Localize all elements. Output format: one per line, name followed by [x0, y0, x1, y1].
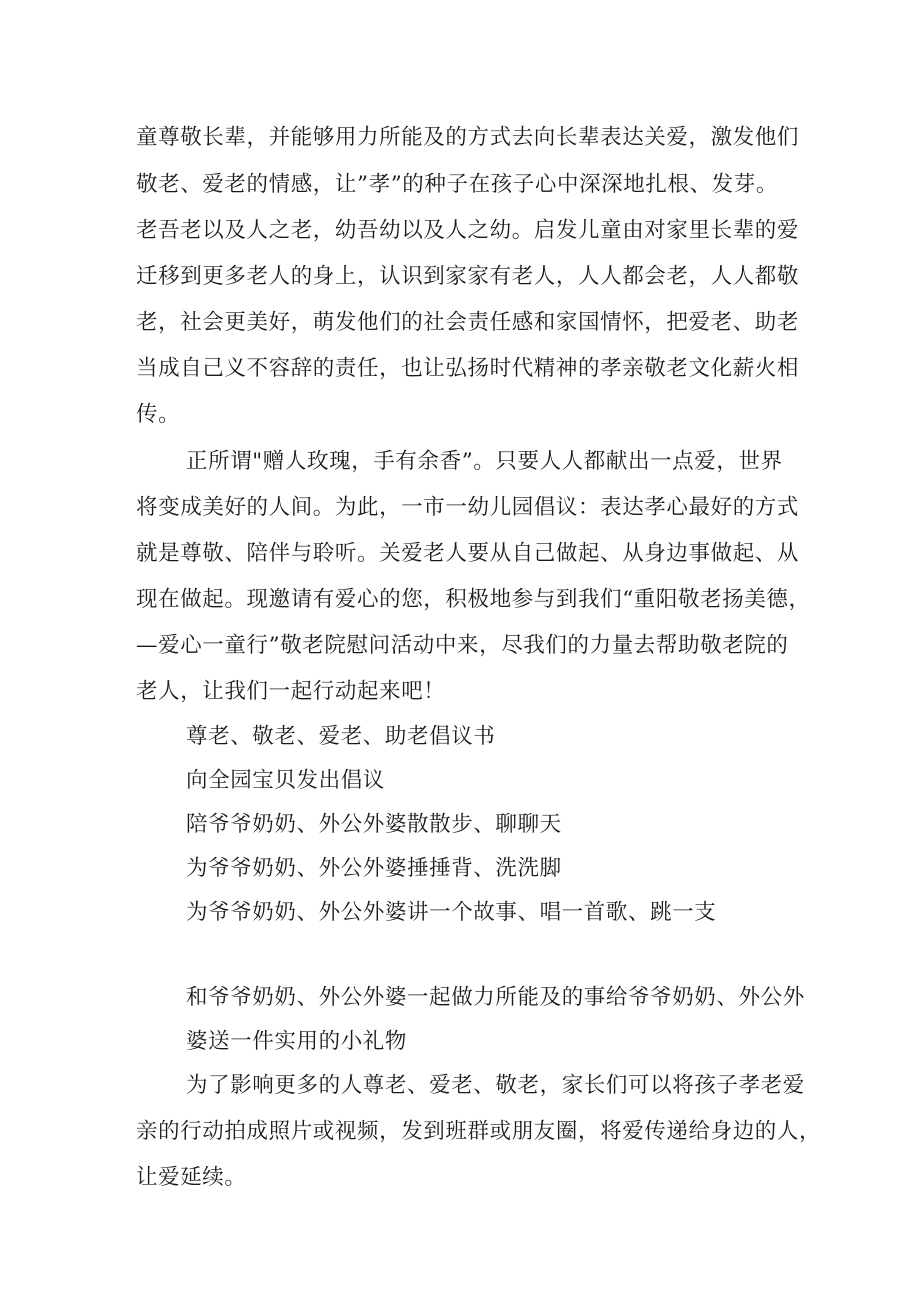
paragraph-line: 婆送一件实用的小礼物	[186, 1029, 408, 1054]
list-item: 尊老、敬老、爱老、助老倡议书	[186, 724, 496, 749]
paragraph-line: 让爱延续。	[136, 1165, 247, 1190]
paragraph-line: 现在做起。现邀请有爱心的您，积极地参与到我们“重阳敬老扬美德，	[136, 587, 811, 612]
paragraph-line: 传。	[136, 402, 181, 427]
list-item: 陪爷爷奶奶、外公外婆散散步、聊聊天	[186, 812, 562, 837]
list-item: 向全园宝贝发出倡议	[186, 768, 385, 793]
paragraph-line: 老吾老以及人之老，幼吾幼以及人之幼。启发儿童由对家里长辈的爱	[136, 218, 800, 243]
paragraph-line: 为了影响更多的人尊老、爱老、敬老，家长们可以将孩子孝老爱	[186, 1073, 805, 1098]
paragraph-line: 亲的行动拍成照片或视频，发到班群或朋友圈，将爱传递给身边的人，	[136, 1119, 822, 1144]
paragraph-line: 童尊敬长辈，并能够用力所能及的方式去向长辈表达关爱，激发他们	[136, 125, 800, 150]
paragraph-line: 老，社会更美好，萌发他们的社会责任感和家国情怀，把爱老、助老	[136, 310, 800, 335]
paragraph-line: 和爷爷奶奶、外公外婆一起做力所能及的事给爷爷奶奶、外公外	[186, 985, 805, 1010]
paragraph-line: 就是尊敬、陪伴与聆听。关爱老人要从自己做起、从身边事做起、从	[136, 541, 800, 566]
paragraph-line: 正所谓"赠人玫瑰，手有余香”。只要人人都献出一点爱，世界	[186, 449, 783, 474]
paragraph-line: —爱心一童行”敬老院慰问活动中来，尽我们的力量去帮助敬老院的	[136, 633, 789, 658]
paragraph-line: 当成自己义不容辞的责任，也让弘扬时代精神的孝亲敬老文化薪火相	[136, 356, 800, 381]
paragraph-line: 敬老、爱老的情感，让”孝”的种子在孩子心中深深地扎根、发芽。	[136, 172, 778, 197]
paragraph-line: 将变成美好的人间。为此，一市一幼儿园倡议：表达孝心最好的方式	[136, 495, 800, 520]
paragraph-line: 老人，让我们一起行动起来吧！	[136, 679, 446, 704]
paragraph-line: 迁移到更多老人的身上，认识到家家有老人，人人都会老，人人都敬	[136, 264, 800, 289]
list-item: 为爷爷奶奶、外公外婆捶捶背、洗洗脚	[186, 856, 562, 881]
list-item: 为爷爷奶奶、外公外婆讲一个故事、唱一首歌、跳一支	[186, 900, 717, 925]
